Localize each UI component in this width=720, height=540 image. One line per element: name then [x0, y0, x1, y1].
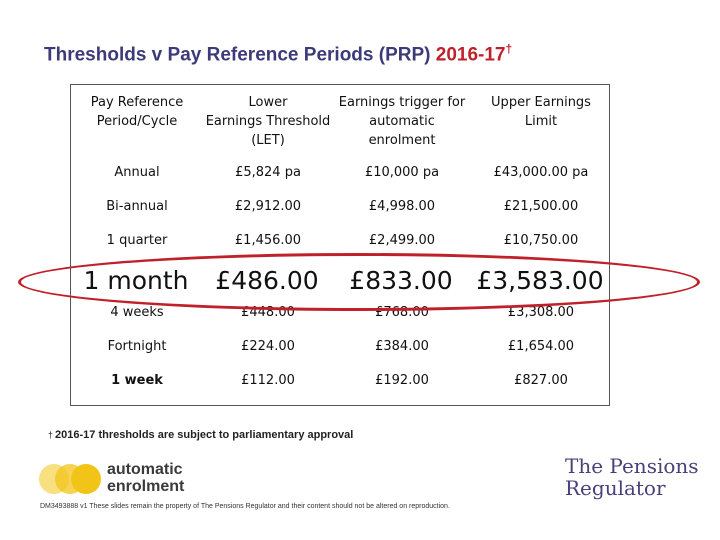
row-annual-period: Annual: [114, 165, 160, 180]
row-biannual-uel: £21,500.00: [503, 199, 579, 214]
thresholds-table: [70, 84, 610, 406]
row-week-trigger: £192.00: [375, 373, 429, 388]
row-quarter-trigger: £2,499.00: [368, 233, 436, 248]
header-upper-earnings: Upper Earnings Limit: [491, 95, 591, 129]
row-annual-let: £5,824 pa: [235, 165, 301, 180]
title-main: Thresholds v Pay Reference Periods (PRP): [44, 44, 431, 66]
row-month-period: 1 month: [83, 266, 189, 295]
footnote: [48, 429, 353, 441]
row-4weeks-trigger: £768.00: [375, 305, 429, 320]
pensions-regulator-logo: The Pensions Regulator: [565, 454, 699, 500]
row-biannual-period: Bi-annual: [106, 199, 168, 214]
row-4weeks-let: £448.00: [241, 305, 295, 320]
footnote-dagger: †: [48, 430, 54, 440]
row-month-trigger: £833.00: [349, 266, 453, 295]
row-biannual-trigger: £4,998.00: [368, 199, 436, 214]
row-fortnight-let: £224.00: [241, 339, 295, 354]
row-quarter-let: £1,456.00: [234, 233, 302, 248]
row-fortnight-period: Fortnight: [107, 339, 167, 354]
row-quarter-period: 1 quarter: [106, 233, 168, 248]
row-4weeks-uel: £3,308.00: [507, 305, 575, 320]
row-annual-uel: £43,000.00 pa: [493, 165, 589, 180]
disclaimer: DM3493888 v1 These slides remain the property of The Pensions Regulator and their content should not be altered on reproduction.: [40, 503, 450, 510]
row-4weeks-period: 4 weeks: [110, 305, 164, 320]
row-biannual-let: £2,912.00: [234, 199, 302, 214]
row-annual-trigger: £10,000 pa: [364, 165, 440, 180]
footnote-text: 2016-17 thresholds are subject to parliamentary approval: [55, 429, 354, 441]
row-week-let: £112.00: [241, 373, 295, 388]
row-month-let: £486.00: [215, 266, 319, 295]
title-dagger: †: [505, 42, 513, 56]
logo-circle-3-icon: [71, 464, 101, 494]
header-lower-earnings: Lower Earnings Threshold (LET): [205, 95, 331, 148]
row-fortnight-trigger: £384.00: [375, 339, 429, 354]
page-title: [44, 42, 512, 66]
automatic-enrolment-wordmark: automatic enrolment: [107, 461, 185, 495]
header-pay-reference: Pay Reference Period/Cycle: [90, 95, 184, 129]
row-quarter-uel: £10,750.00: [503, 233, 579, 248]
title-year: 2016-17: [435, 44, 506, 66]
highlight-ellipse: [18, 253, 700, 311]
row-month-uel: £3,583.00: [476, 266, 604, 295]
row-week-period: 1 week: [111, 373, 163, 388]
header-earnings-trigger: Earnings trigger for automatic enrolment: [338, 95, 466, 148]
row-fortnight-uel: £1,654.00: [507, 339, 575, 354]
row-week-uel: £827.00: [514, 373, 568, 388]
